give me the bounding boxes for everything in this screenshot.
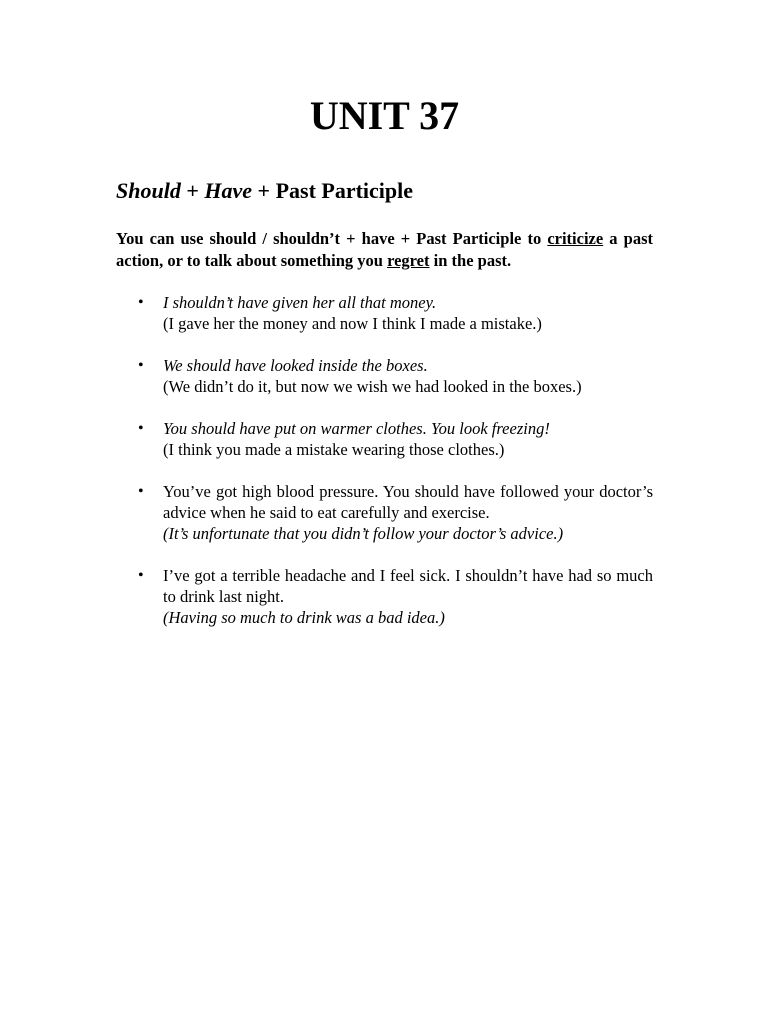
example-sentence: You should have put on warmer clothes. You look freezing! xyxy=(163,419,550,438)
intro-paragraph xyxy=(116,228,653,272)
subtitle-should: Should xyxy=(116,178,181,203)
example-explanation: (It’s unfortunate that you didn’t follow your doctor’s advice.) xyxy=(163,524,564,543)
example-item xyxy=(116,418,653,460)
subtitle-have: Have xyxy=(204,178,253,203)
bullet-icon: • xyxy=(138,294,144,311)
example-explanation: (I gave her the money and now I think I made a mistake.) xyxy=(163,314,542,333)
example-sentence: I’ve got a terrible headache and I feel sick. I shouldn’t have had so much to drink last night. xyxy=(163,566,653,606)
example-item xyxy=(116,565,653,628)
example-sentence: I shouldn’t have given her all that money. xyxy=(163,293,437,312)
example-item xyxy=(116,292,653,334)
example-explanation: (Having so much to drink was a bad idea.) xyxy=(163,608,445,627)
subtitle-rest: + Past Participle xyxy=(252,178,414,203)
intro-after: in the past. xyxy=(429,251,512,270)
bullet-icon: • xyxy=(138,567,144,584)
example-list xyxy=(116,292,653,649)
intro-before: You can use should / shouldn’t + have + Past Participle to xyxy=(116,229,548,248)
example-explanation: (We didn’t do it, but now we wish we had looked in the boxes.) xyxy=(163,377,582,396)
unit-title: UNIT 37 xyxy=(309,93,460,138)
section-subtitle xyxy=(116,176,413,206)
subtitle-plus: + xyxy=(180,178,205,203)
example-explanation: (I think you made a mistake wearing those clothes.) xyxy=(163,440,505,459)
bullet-icon: • xyxy=(138,357,144,374)
example-item xyxy=(116,355,653,397)
bullet-icon: • xyxy=(138,483,144,500)
intro-middle: a past action, or to talk about something you xyxy=(116,229,653,270)
intro-word-regret: regret xyxy=(387,251,430,270)
bullet-icon: • xyxy=(138,420,144,437)
example-sentence: We should have looked inside the boxes. xyxy=(163,356,428,375)
example-sentence: You’ve got high blood pressure. You should have followed your doctor’s advice when he said to eat carefully and exercise. xyxy=(163,482,653,522)
intro-word-criticize: criticize xyxy=(547,229,604,248)
example-item xyxy=(116,481,653,544)
